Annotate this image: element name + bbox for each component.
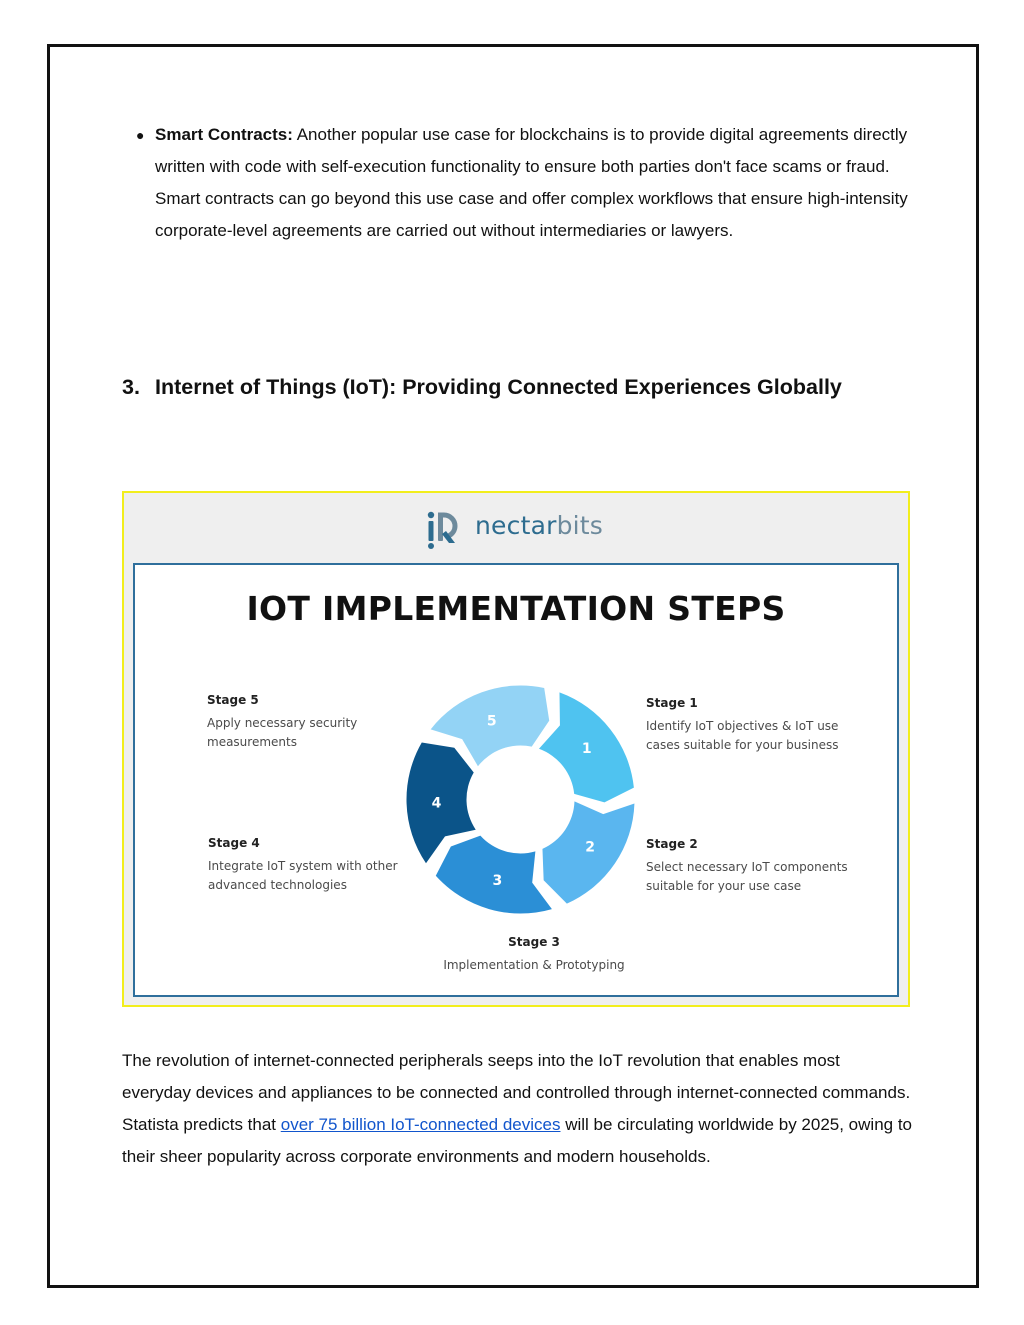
logo-wordmark <box>475 511 603 540</box>
logo-text-part1: nectar <box>475 511 557 540</box>
iot-steps-figure <box>122 491 910 1007</box>
stage-5-title: Stage 5 <box>207 693 259 707</box>
stage-1-desc: Identify IoT objectives & IoT use cases suitable for your business <box>646 719 839 752</box>
stage-5-desc: Apply necessary security measurements <box>207 716 358 749</box>
card-title: IOT IMPLEMENTATION STEPS <box>246 589 786 628</box>
section-number: 3. <box>122 375 140 399</box>
section-heading <box>122 367 915 408</box>
section-title: Internet of Things (IoT): Providing Connected Experiences Globally <box>155 375 842 399</box>
stage-2-title: Stage 2 <box>646 837 698 851</box>
paragraph-text-end: will be circulating worldwide by 2025, owing to their sheer popularity across corporate environments and modern households. <box>122 1115 912 1166</box>
stage-3-title: Stage 3 <box>508 935 560 949</box>
stage-2-label <box>646 835 866 896</box>
iot-devices-link[interactable]: over 75 billion IoT-connected devices <box>280 1115 561 1134</box>
nectarbits-logo-icon <box>424 509 468 551</box>
bullet-dot: ● <box>136 127 145 143</box>
stage-5-label <box>207 691 377 752</box>
logo-row <box>124 507 908 555</box>
stage-4-desc: Integrate IoT system with other advanced technologies <box>208 859 398 892</box>
page-frame <box>47 44 979 1288</box>
paragraph-text-start: The revolution of internet-connected peripherals seeps into the IoT revolution that enables most everyday devices and appliances to be connected and controlled through internet-connected commands. Statista predicts that <box>122 1051 911 1134</box>
cycle-number-stage-1: 1 <box>581 740 592 757</box>
cycle-number-stage-3: 3 <box>492 873 503 890</box>
stage-4-title: Stage 4 <box>208 836 260 850</box>
stage-3-desc: Implementation & Prototyping <box>443 958 625 972</box>
cycle-number-stage-5: 5 <box>486 713 497 730</box>
cycle-number-stage-4: 4 <box>431 795 442 812</box>
iot-card <box>133 563 899 997</box>
smart-contracts-bullet <box>136 119 915 247</box>
logo-text-part2: bits <box>556 511 604 540</box>
cycle-number-stage-2: 2 <box>585 839 596 856</box>
stage-1-title: Stage 1 <box>646 696 698 710</box>
stage-1-label <box>646 694 861 755</box>
stage-2-desc: Select necessary IoT components suitable for your use case <box>646 860 848 893</box>
iot-paragraph <box>122 1045 912 1173</box>
stage-cycle-diagram <box>398 677 643 922</box>
bullet-text: Another popular use case for blockchains is to provide digital agreements directly written with code with self-execution functionality to ensure both parties don't face scams or fraud. Smart contracts can go beyond this use case and offer complex workflows that ensure high-intensity corporate-level agreements are carried out without intermediaries or lawyers. <box>155 125 908 240</box>
bullet-label: Smart Contracts: <box>155 125 293 144</box>
stage-3-label <box>439 933 629 975</box>
stage-4-label <box>208 834 408 895</box>
